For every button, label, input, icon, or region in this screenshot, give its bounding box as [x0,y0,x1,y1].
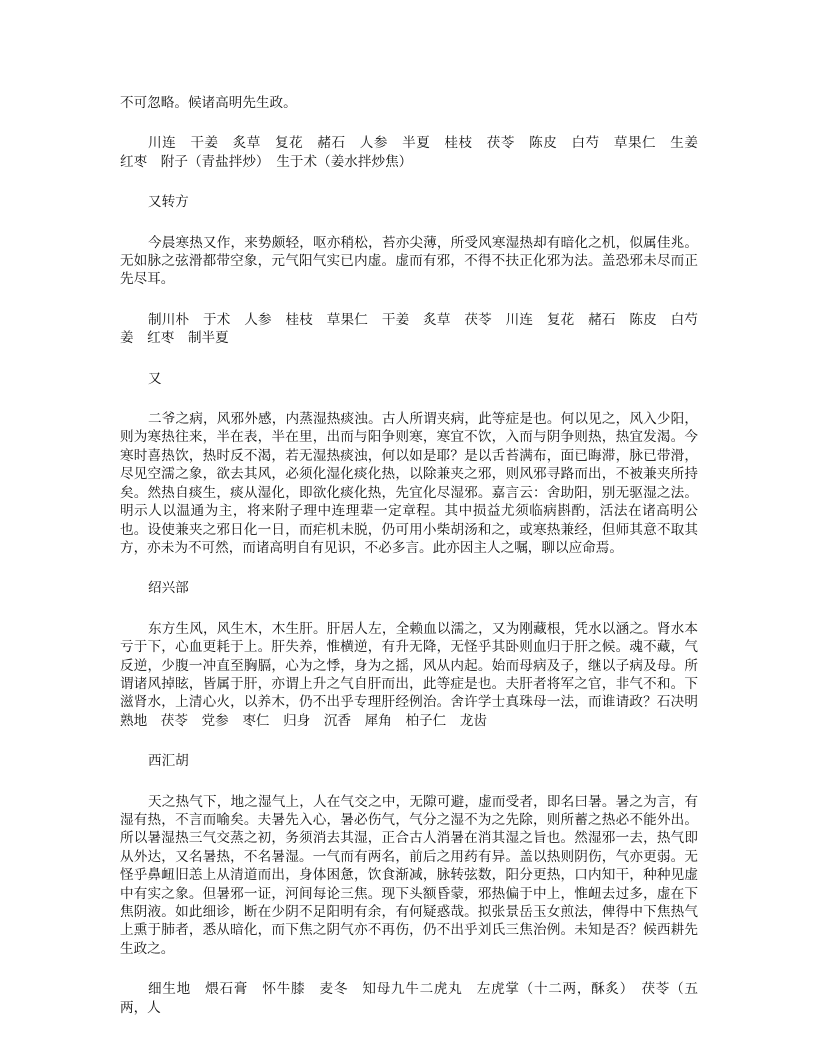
prescription-list: 制川朴 于术 人参 桂枝 草果仁 干姜 炙草 茯苓 川连 复花 赭石 陈皮 白芍 姜 红枣 制半夏 [120,311,712,347]
section-heading-shaoxing-bu: 绍兴部 [148,580,189,597]
paragraph-body: 二爷之病，风邪外感，内蒸湿热痰浊。古人所谓夹病，此等症是也。何以见之，风入少阳，则为寒热往来，半在表，半在里，出而与阳争则寒，寒宜不饮，入而与阴争则热，热宜发渴。今寒时喜热饮，热时反不渴，若无湿热痰浊，何以如是耶？是以舌苔满布，面已晦滞，脉已带滑，尽见空濡之象，欲去其风，必须化湿化痰化热，以除兼夹之邪，则风邪寻路而出，不被兼夹所持矣。然热自痰生，痰从湿化，即欲化痰化热，先宜化尽湿邪。嘉言云：舍助阳，别无驱湿之法。明示人以温通为主，将来附子理中连理辈一定章程。其中损益尤须临病斟酌，活法在诸高明公也。设使兼夹之邪日化一日，而疟机未脱，仍可用小柴胡汤和之，或寒热兼经，但师其意不取其方，亦未为不可然，而诸高明自有见识，不必多言。此亦因主人之嘱，聊以应命焉。 [120,411,698,556]
section-heading-xihui-hu: 西汇胡 [148,753,189,770]
paragraph-closing-line: 不可忽略。候诸高明先生政。 [120,95,297,111]
section-heading-you-zhuan-fang: 又转方 [148,194,189,211]
document-page [120,94,712,1017]
paragraph-body: 天之热气下，地之湿气上，人在气交之中，无隙可避，虚而受者，即名曰暑。暑之为言，有湿有热，不言而喻矣。夫暑先入心，暑必伤气，气分之湿不为之先除，则所蓄之热必不能外出。所以暑湿热三气交蒸之初，务须消去其湿，正合古人消暑在消其湿之旨也。然湿邪一去，热气即从外达，又名暑热，不名暑湿。一气而有两名，前后之用药有异。盖以热则阴伤，气亦更弱。无怪乎鼻衄旧恙上从清道而出，身体困惫，饮食渐减，脉转弦数，阳分更热，口内知干，种种见虚中有实之象。但暑邪一证，河间每论三焦。现下头额昏蒙，邪热偏于中上，惟衄去过多，虚在下焦阴液。如此细诊，断在少阴不足阳明有余，有何疑惑哉。拟张景岳玉女煎法，俾得中下焦热气上熏于肺者，悉从暗化，而下焦之阴气亦不再伤，仍不出乎刘氏三焦治例。未知是否？候西耕先生政之。 [120,793,698,957]
paragraph-body: 东方生风，风生木，木生肝。肝居人左，全赖血以濡之，又为刚藏根，凭水以涵之。肾水本亏于下，心血更耗于上。肝失养，惟横逆，有升无降，无怪乎其卧则血归于肝之候。魂不藏，气反逆，少腹一冲直至胸膈，心为之悸，身为之摇，风从内起。始而母病及子，继以子病及母。所谓诸风掉眩，皆属于肝，亦谓上升之气自肝而出，此等症是也。夫肝者将军之官，非气不和。下滋肾水，上清心火，以养木，仍不出乎专理肝经例治。舍许学士真珠母一法，而谁请政？石决明 熟地 茯苓 党参 枣仁 归身 沉香 犀角 柏子仁 龙齿 [120,620,712,729]
prescription-list: 细生地 煨石膏 怀牛膝 麦冬 知母九牛二虎丸 左虎掌（十二两，酥炙） 茯苓（五两，人 [120,981,698,1016]
section-heading-you: 又 [148,370,162,387]
prescription-list: 川连 干姜 炙草 复花 赭石 人参 半夏 桂枝 茯苓 陈皮 白芍 草果仁 生姜 红枣 附子（青盐拌炒） 生于术（姜水拌炒焦） [120,135,712,170]
paragraph-body: 今晨寒热又作，来势颇轻，呕亦稍松，苔亦尖薄，所受风寒湿热却有暗化之机，似属佳兆。无如脉之弦滑都带空象，元气阳气实已内虚。虚而有邪，不得不扶正化邪为法。盖恐邪未尽而正先尽耳。 [120,234,698,288]
